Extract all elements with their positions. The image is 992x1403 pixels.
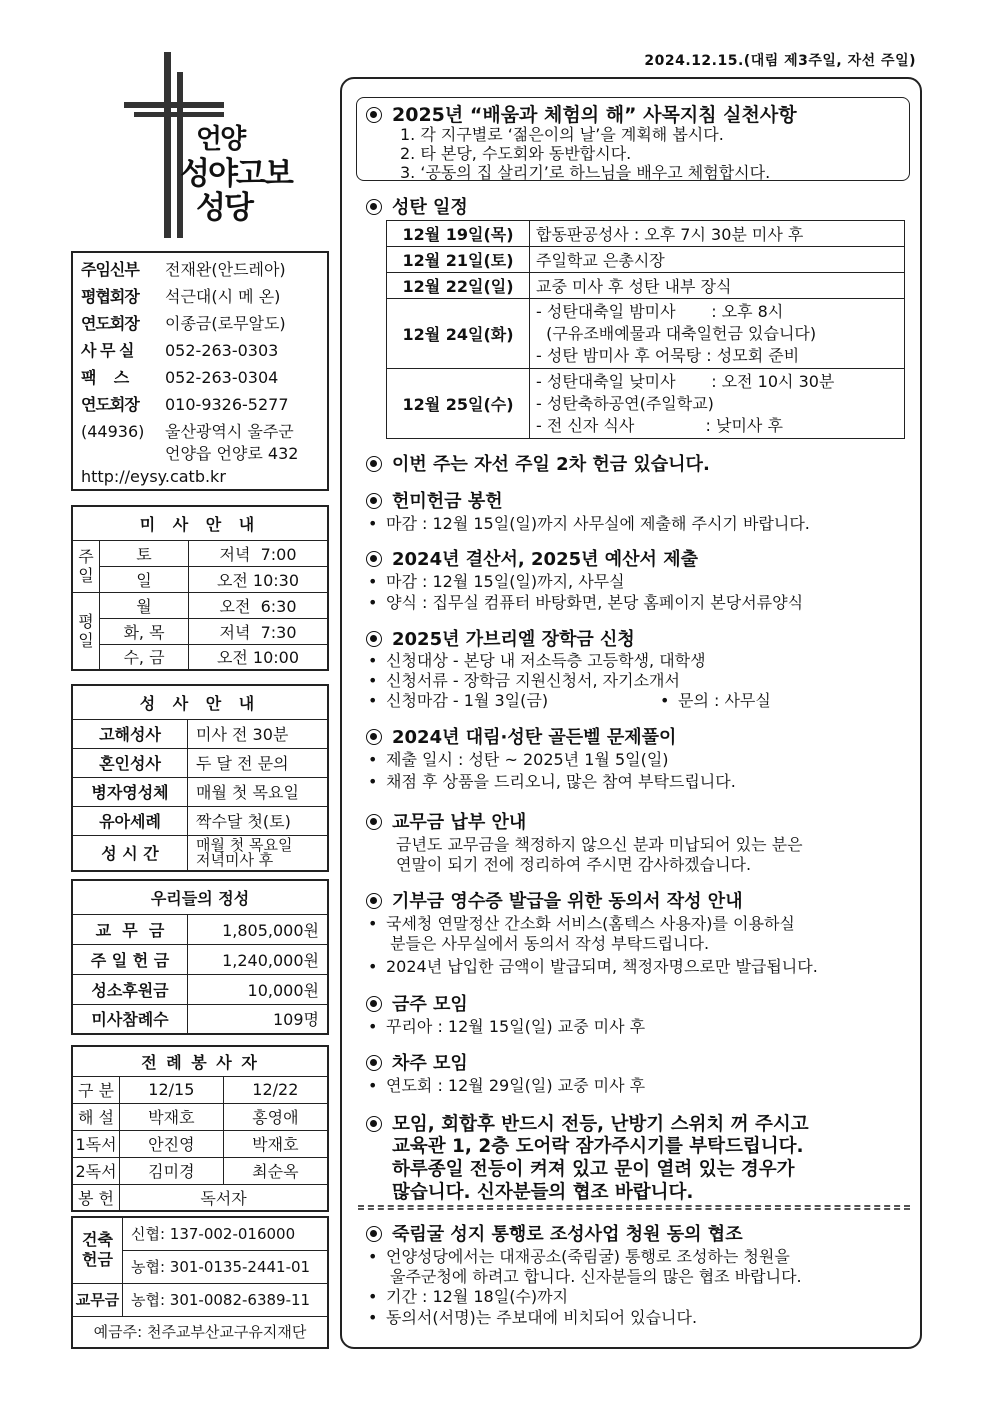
server-role: 1독서 bbox=[72, 1130, 120, 1157]
notice-line: • 신청대상 - 본당 내 저소득층 고등학생, 대학생 bbox=[368, 651, 706, 670]
mass-day: 화, 목 bbox=[100, 618, 189, 644]
theme-item: 1. 각 지구별로 ‘젊은이의 날’을 계획해 봅시다. bbox=[400, 125, 724, 144]
parish-logo bbox=[124, 52, 324, 242]
sacrament-name: 병자영성체 bbox=[72, 777, 188, 806]
notice-line: 분들은 사무실에서 동의서 작성 부탁드립니다. bbox=[390, 934, 710, 953]
bullet-icon bbox=[366, 493, 382, 509]
notice-line: • 꾸리아 : 12월 15일(일) 교중 미사 후 bbox=[368, 1017, 646, 1036]
christmas-schedule-table bbox=[386, 220, 905, 439]
mass-time: 오전 6:30 bbox=[189, 592, 329, 618]
schedule-date: 12월 24일(화) bbox=[387, 299, 530, 369]
server-name: 최순옥 bbox=[223, 1157, 328, 1184]
schedule-detail: 주일학교 은총시장 bbox=[530, 247, 905, 273]
schedule-detail: - 성탄대축일 낮미사 : 오전 10시 30분 - 성탄축하공연(주일학교) - 전 신자 식사 : 낮미사 후 bbox=[530, 369, 905, 439]
offerings-title: 우리들의 정성 bbox=[72, 880, 328, 914]
notice-line: • 제출 일시 : 성탄 ~ 2025년 1월 5일(일) bbox=[368, 750, 669, 769]
divider bbox=[358, 1205, 910, 1210]
info-row: 팩 스 052-263-0304 bbox=[81, 368, 279, 387]
bullet-icon bbox=[366, 631, 382, 647]
school-fee-label: 교무금 bbox=[73, 1284, 123, 1317]
info-row: 평협회장 석근대(시 메 온) bbox=[81, 287, 281, 306]
mass-time: 저녁 7:00 bbox=[189, 540, 329, 566]
weekday-label: 평일 bbox=[72, 592, 100, 670]
sacrament-value: 두 달 전 문의 bbox=[188, 748, 329, 777]
info-row: 연도회장 이종금(로무알도) bbox=[81, 314, 286, 333]
heating-notice: 모임, 회합후 반드시 전등, 난방기 스위치 꺼 주시고 bbox=[366, 1110, 809, 1136]
offering-name: 성소후원금 bbox=[72, 974, 188, 1004]
theme-item: 2. 타 본당, 수도회와 동반합시다. bbox=[400, 144, 632, 163]
bullet-icon bbox=[366, 893, 382, 909]
notice-line: • 신청서류 - 장학금 지원신청서, 자기소개서 bbox=[368, 671, 680, 690]
offering-value: 1,240,000원 bbox=[188, 944, 329, 974]
budget-title: 2024년 결산서, 2025년 예산서 제출 bbox=[366, 545, 698, 571]
logo-line-1: 언양 bbox=[196, 124, 245, 155]
mass-day: 일 bbox=[100, 566, 189, 592]
heating-line: 교육관 1, 2층 도어락 잠가주시기를 부탁드립니다. bbox=[392, 1136, 804, 1157]
notice-line: • 신청마감 - 1월 3일(금) bbox=[368, 691, 549, 710]
bullet-icon bbox=[366, 456, 382, 472]
server-name: 박재호 bbox=[120, 1103, 224, 1130]
servers-header: 12/15 bbox=[120, 1076, 224, 1103]
week-meeting-title: 금주 모임 bbox=[366, 990, 468, 1016]
servers-header: 12/22 bbox=[223, 1076, 328, 1103]
website-link[interactable]: http://eysy.catb.kr bbox=[81, 467, 226, 486]
bulletin-date: 2024.12.15.(대림 제3주일, 자선 주일) bbox=[644, 53, 916, 69]
logo-line-3: 성당 bbox=[196, 190, 252, 226]
info-row: 사 무 실 052-263-0303 bbox=[81, 341, 279, 360]
bullet-icon bbox=[366, 814, 382, 830]
servers-table bbox=[71, 1045, 329, 1212]
bullet-icon bbox=[366, 1116, 382, 1132]
christmas-title: 성탄 일정 bbox=[366, 193, 468, 219]
mass-day: 수, 금 bbox=[100, 644, 189, 670]
charity-notice: 이번 주는 자선 주일 2차 헌금 있습니다. bbox=[366, 450, 710, 476]
sacrament-name: 고해성사 bbox=[72, 719, 188, 748]
heating-line: 하루종일 전등이 켜져 있고 문이 열려 있는 경우가 bbox=[392, 1159, 795, 1180]
scholarship-title: 2025년 가브리엘 장학금 신청 bbox=[366, 625, 635, 651]
servers-header: 구 분 bbox=[72, 1076, 120, 1103]
sacrament-name: 성 시 간 bbox=[72, 835, 188, 871]
bullet-icon bbox=[366, 729, 382, 745]
heating-line: 많습니다. 신자분들의 협조 바랍니다. bbox=[392, 1182, 694, 1203]
server-name: 안진영 bbox=[120, 1130, 224, 1157]
notice-line: • 마감 : 12월 15일(일)까지, 사무실 bbox=[368, 572, 625, 591]
account-number: 신협: 137-002-016000 bbox=[123, 1218, 327, 1251]
schedule-date: 12월 25일(수) bbox=[387, 369, 530, 439]
notice-line: • 연도회 : 12월 29일(일) 교중 미사 후 bbox=[368, 1076, 646, 1095]
notice-line: • 채점 후 상품을 드리오니, 많은 참여 부탁드립니다. bbox=[368, 772, 736, 791]
petition-title: 죽림굴 성지 통행로 조성사업 청원 동의 협조 bbox=[366, 1220, 743, 1246]
schedule-date: 12월 21일(토) bbox=[387, 247, 530, 273]
mass-time: 저녁 7:30 bbox=[189, 618, 329, 644]
mass-time: 오전 10:00 bbox=[189, 644, 329, 670]
mass-day: 토 bbox=[100, 540, 189, 566]
sunday-label: 주일 bbox=[72, 540, 100, 592]
offering-value: 1,805,000원 bbox=[188, 914, 329, 944]
info-row: 연도회장 010-9326-5277 bbox=[81, 395, 289, 414]
accounts-box bbox=[71, 1216, 329, 1349]
server-name: 김미경 bbox=[120, 1157, 224, 1184]
offering-value: 109명 bbox=[188, 1004, 329, 1034]
bullet-icon bbox=[366, 1226, 382, 1242]
offering-value: 10,000원 bbox=[188, 974, 329, 1004]
notice-line: • 언양성당에서는 대재공소(죽림굴) 통행로 조성하는 청원을 bbox=[368, 1247, 790, 1266]
server-role: 2독서 bbox=[72, 1157, 120, 1184]
sacrament-title: 성 사 안 내 bbox=[72, 685, 328, 719]
schedule-detail: 합동판공성사 : 오후 7시 30분 미사 후 bbox=[530, 221, 905, 247]
sacrament-value: 미사 전 30분 bbox=[188, 719, 329, 748]
parish-info-box bbox=[71, 251, 329, 491]
account-number: 농협: 301-0082-6389-11 bbox=[123, 1284, 327, 1317]
sacrament-name: 혼인성사 bbox=[72, 748, 188, 777]
notice-line: • 문의 : 사무실 bbox=[660, 691, 771, 710]
server-name: 홍영애 bbox=[223, 1103, 328, 1130]
mass-guide-table bbox=[71, 505, 329, 671]
offerings-table bbox=[71, 879, 329, 1035]
address: (44936) 울산광역시 울주군 bbox=[81, 422, 294, 441]
notice-line: 금년도 교무금을 책정하지 않으신 분과 미납되어 있는 분은 bbox=[396, 835, 803, 854]
notice-line: • 국세청 연말정산 간소화 서비스(홈텍스 사용자)를 이용하실 bbox=[368, 914, 795, 933]
bullet-icon bbox=[366, 551, 382, 567]
servers-title: 전 례 봉 사 자 bbox=[72, 1046, 328, 1076]
sacrament-name: 유아세례 bbox=[72, 806, 188, 835]
next-meeting-title: 차주 모임 bbox=[366, 1049, 468, 1075]
sacrament-value: 매월 첫 목요일 bbox=[188, 777, 329, 806]
server-role: 해 설 bbox=[72, 1103, 120, 1130]
receipt-title: 기부금 영수증 발급을 위한 동의서 작성 안내 bbox=[366, 887, 743, 913]
sacrament-guide-table bbox=[71, 684, 329, 872]
bullet-icon bbox=[366, 199, 382, 215]
school-fee-title: 교무금 납부 안내 bbox=[366, 808, 526, 834]
mass-time: 오전 10:30 bbox=[189, 566, 329, 592]
schedule-detail: - 성탄대축일 밤미사 : 오후 8시 (구유조배예물과 대축일헌금 있습니다) - 성탄 밤미사 후 어묵탕 : 성모회 준비 bbox=[530, 299, 905, 369]
building-fund-label: 건축 헌금 bbox=[73, 1218, 123, 1284]
sacrament-value: 매월 첫 목요일 저녁미사 후 bbox=[188, 835, 329, 871]
notice-line: 연말이 되기 전에 정리하여 주시면 감사하겠습니다. bbox=[396, 855, 752, 874]
notice-line: • 2024년 납입한 금액이 발급되며, 책정자명으로만 발급됩니다. bbox=[368, 957, 818, 976]
notice-line: • 동의서(서명)는 주보대에 비치되어 있습니다. bbox=[368, 1308, 698, 1327]
server-name: 독서자 bbox=[120, 1184, 329, 1211]
account-holder: 예금주: 천주교부산교구유지재단 bbox=[93, 1323, 307, 1341]
schedule-date: 12월 19일(목) bbox=[387, 221, 530, 247]
theme-item: 3. ‘공동의 집 살리기’로 하느님을 배우고 체험합시다. bbox=[400, 163, 771, 182]
bullet-icon bbox=[366, 107, 382, 123]
quiz-title: 2024년 대림·성탄 골든벨 문제풀이 bbox=[366, 723, 676, 749]
bullet-icon bbox=[366, 996, 382, 1012]
notice-line: • 기간 : 12월 18일(수)까지 bbox=[368, 1287, 569, 1306]
sacrament-value: 짝수달 첫(토) bbox=[188, 806, 329, 835]
notice-line: • 마감 : 12월 15일(일)까지 사무실에 제출해 주시기 바랍니다. bbox=[368, 514, 810, 533]
schedule-detail: 교중 미사 후 성탄 내부 장식 bbox=[530, 273, 905, 299]
bullet-icon bbox=[366, 1055, 382, 1071]
theme-title: 2025년 “배움과 체험의 해” 사목지침 실천사항 bbox=[366, 100, 797, 127]
info-row: 주임신부 전재완(안드레아) bbox=[81, 260, 286, 279]
server-role: 봉 헌 bbox=[72, 1184, 120, 1211]
offering-name: 미사참례수 bbox=[72, 1004, 188, 1034]
schedule-date: 12월 22일(일) bbox=[387, 273, 530, 299]
gift-title: 헌미헌금 봉헌 bbox=[366, 487, 503, 513]
logo-line-2: 성야고보 bbox=[180, 156, 292, 192]
offering-name: 주 일 헌 금 bbox=[72, 944, 188, 974]
mass-day: 월 bbox=[100, 592, 189, 618]
address-line-2: 언양읍 언양로 432 bbox=[165, 444, 299, 463]
account-number: 농협: 301-0135-2441-01 bbox=[123, 1251, 327, 1284]
notice-line: 울주군청에 하려고 합니다. 신자분들의 많은 협조 바랍니다. bbox=[390, 1267, 802, 1286]
offering-name: 교 무 금 bbox=[72, 914, 188, 944]
notice-line: • 양식 : 집무실 컴퓨터 바탕화면, 본당 홈페이지 본당서류양식 bbox=[368, 593, 804, 612]
server-name: 박재호 bbox=[223, 1130, 328, 1157]
mass-guide-title: 미 사 안 내 bbox=[72, 506, 328, 540]
